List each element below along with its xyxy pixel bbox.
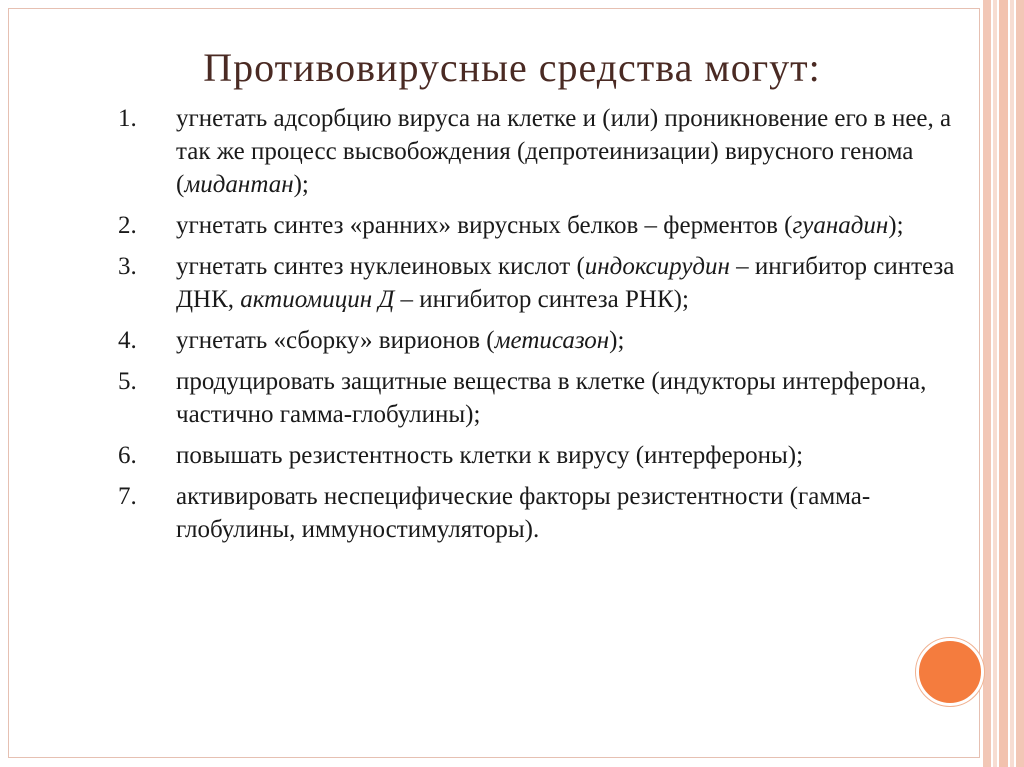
drug-name: индоксирудин xyxy=(584,253,730,280)
decorative-stripe xyxy=(993,0,997,767)
text-run: угнетать «сборку» вирионов ( xyxy=(176,327,495,354)
drug-name: гуанадин xyxy=(792,212,889,239)
drug-name: метисазон xyxy=(494,327,610,354)
text-run: угнетать адсорбцию вируса на клетке и (или) проникновение его в нее, а так же процесс высвобождения (депротеинизации) вирусного генома ( xyxy=(176,105,952,198)
text-run: угнетать синтез нуклеиновых кислот ( xyxy=(176,253,585,280)
decorative-stripe xyxy=(983,0,991,767)
list-item xyxy=(118,365,978,431)
text-run: – ингибитор синтеза ДНК, xyxy=(176,253,955,313)
drug-name: актиомицин Д xyxy=(240,286,395,313)
list-text: активировать неспецифические факторы резистентности (гамма-глобулины, иммуностимуляторы). xyxy=(176,483,871,543)
numbered-list xyxy=(118,102,978,554)
list-item xyxy=(118,324,978,357)
list-item xyxy=(118,480,978,546)
text-run: – ингибитор синтеза РНК); xyxy=(394,286,689,313)
text-run: угнетать синтез «ранних» вирусных белков – ферментов ( xyxy=(176,212,793,239)
list-item xyxy=(118,439,978,472)
list-text xyxy=(176,209,978,242)
list-number: 4. xyxy=(118,327,137,354)
list-text: продуцировать защитные вещества в клетке (индукторы интерферона, частично гамма-глобулины); xyxy=(176,368,927,428)
list-number: 2. xyxy=(118,212,137,239)
list-number: 5. xyxy=(118,368,137,395)
list-item xyxy=(118,209,978,242)
list-number: 6. xyxy=(118,442,137,469)
text-run: ); xyxy=(293,171,309,198)
list-item xyxy=(118,250,978,316)
list-number: 3. xyxy=(118,253,137,280)
list-text xyxy=(176,324,978,357)
text-run: ); xyxy=(609,327,625,354)
decorative-stripe xyxy=(1010,0,1014,767)
slide-title: Противовирусные средства могут: xyxy=(203,45,821,90)
decorative-circle xyxy=(916,638,984,706)
drug-name: мидантан xyxy=(184,171,294,198)
list-text: повышать резистентность клетки к вирусу (интерфероны); xyxy=(176,442,804,469)
list-number: 7. xyxy=(118,483,137,510)
list-number: 1. xyxy=(118,105,137,132)
list-text xyxy=(176,250,978,316)
list-text xyxy=(176,102,978,201)
list-item xyxy=(118,102,978,201)
decorative-stripe xyxy=(999,0,1008,767)
decorative-stripe xyxy=(1016,0,1024,767)
text-run: ); xyxy=(888,212,904,239)
